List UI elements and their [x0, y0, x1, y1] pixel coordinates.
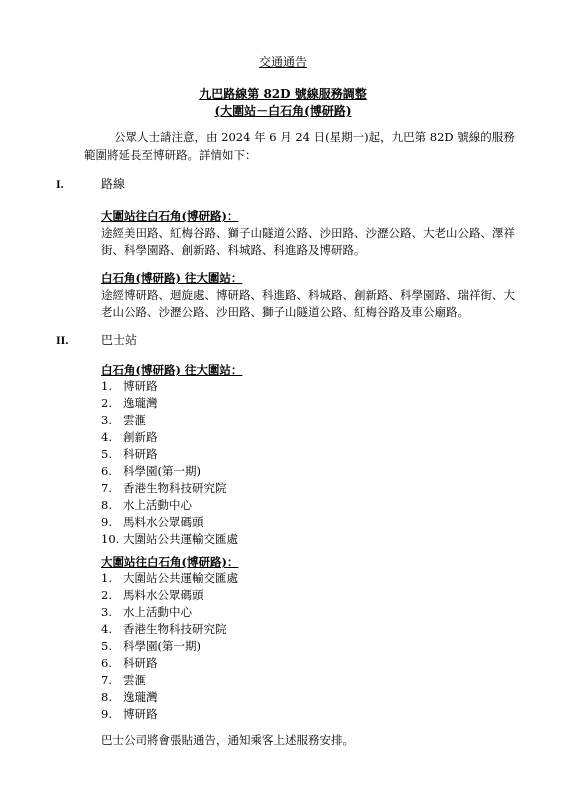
- route-a-heading: 大圍站往白石角(博研路)：: [101, 209, 239, 223]
- section-1-title: 路線: [101, 177, 126, 191]
- bus-stop-item: [101, 395, 238, 412]
- section-1-number: I.: [56, 177, 64, 191]
- bus-stop-number: 2.: [101, 588, 112, 602]
- bus-stop-number: 9.: [101, 515, 112, 529]
- bus-stop-name: 創新路: [123, 430, 158, 444]
- bus-stop-number: 1.: [101, 379, 112, 393]
- stops-b-heading: 大圍站往白石角(博研路)：: [101, 555, 239, 569]
- bus-stop-number: 6.: [101, 464, 112, 478]
- bus-stop-item: [101, 587, 238, 604]
- bus-stop-number: 5.: [101, 447, 112, 461]
- bus-stop-item: [101, 480, 238, 497]
- bus-stop-item: [101, 570, 238, 587]
- bus-stop-name: 香港生物科技研究院: [123, 622, 227, 636]
- bus-stop-number: 5.: [101, 639, 112, 653]
- bus-stop-name: 雲滙: [123, 413, 146, 427]
- stops-a-list: [101, 378, 238, 548]
- bus-stop-name: 大圍站公共運輸交匯處: [123, 571, 238, 585]
- bus-stop-number: 7.: [101, 673, 112, 687]
- bus-stop-name: 逸瓏灣: [123, 396, 158, 410]
- bus-stop-number: 4.: [101, 430, 112, 444]
- bus-stop-number: 6.: [101, 656, 112, 670]
- bus-stop-item: [101, 378, 238, 395]
- route-a-text: 途經美田路、紅梅谷路、獅子山隧道公路、沙田路、沙瀝公路、大老山公路、澤祥街、科學園路、創新路、科城路、科進路及博研路。: [101, 226, 515, 257]
- bus-stop-name: 博研路: [123, 379, 158, 393]
- bus-stop-name: 大圍站公共運輸交匯處: [123, 532, 238, 546]
- bus-stop-item: [101, 514, 238, 531]
- bus-stop-item: [101, 531, 238, 548]
- notice-title: 交通通告: [258, 55, 307, 69]
- bus-stop-number: 1.: [101, 571, 112, 585]
- bus-stop-name: 雲滙: [123, 673, 146, 687]
- closing-paragraph: 巴士公司將會張貼通告，通知乘客上述服務安排。: [101, 733, 354, 747]
- bus-stop-name: 科研路: [123, 656, 158, 670]
- bus-stop-number: 3.: [101, 413, 112, 427]
- bus-stop-item: [101, 672, 238, 689]
- stops-b-list: [101, 570, 238, 723]
- stops-a-heading: 白石角(博研路) 往大圍站：: [101, 363, 243, 377]
- bus-stop-name: 博研路: [123, 707, 158, 721]
- bus-stop-item: [101, 655, 238, 672]
- bus-stop-name: 水上活動中心: [123, 498, 192, 512]
- bus-stop-number: 4.: [101, 622, 112, 636]
- bus-stop-item: [101, 604, 238, 621]
- bus-stop-number: 7.: [101, 481, 112, 495]
- notice-subtitle-termini: (大圍站－白石角(博研路): [214, 104, 352, 118]
- route-b-text: 途經博研路、迴旋處、博研路、科進路、科城路、創新路、科學園路、瑞祥街、大老山公路、沙瀝公路、沙田路、獅子山隧道公路、紅梅谷路及車公廟路。: [101, 288, 515, 319]
- bus-stop-name: 馬料水公眾碼頭: [123, 588, 204, 602]
- intro-paragraph: 公眾人士請注意，由 2024 年 6 月 24 日(星期一)起，九巴第 82D 號線的服務範圍將延長至博研路。詳情如下：: [84, 130, 515, 162]
- bus-stop-item: [101, 412, 238, 429]
- bus-stop-number: 10.: [101, 532, 120, 546]
- bus-stop-item: [101, 689, 238, 706]
- bus-stop-item: [101, 446, 238, 463]
- bus-stop-item: [101, 429, 238, 446]
- bus-stop-name: 科學園(第一期): [123, 464, 201, 478]
- bus-stop-item: [101, 621, 238, 638]
- bus-stop-name: 科研路: [123, 447, 158, 461]
- bus-stop-name: 馬料水公眾碼頭: [123, 515, 204, 529]
- notice-subtitle-route: 九巴路線第 82D 號線服務調整: [199, 87, 367, 101]
- bus-stop-item: [101, 638, 238, 655]
- bus-stop-number: 3.: [101, 605, 112, 619]
- bus-stop-number: 9.: [101, 707, 112, 721]
- bus-stop-name: 科學園(第一期): [123, 639, 201, 653]
- bus-stop-item: [101, 706, 238, 723]
- bus-stop-number: 8.: [101, 690, 112, 704]
- bus-stop-item: [101, 497, 238, 514]
- section-2-number: II.: [56, 333, 69, 347]
- route-b-heading: 白石角(博研路) 往大圍站：: [101, 271, 243, 285]
- bus-stop-item: [101, 463, 238, 480]
- bus-stop-name: 水上活動中心: [123, 605, 192, 619]
- bus-stop-number: 8.: [101, 498, 112, 512]
- section-2-title: 巴士站: [101, 333, 138, 347]
- bus-stop-name: 香港生物科技研究院: [123, 481, 227, 495]
- bus-stop-number: 2.: [101, 396, 112, 410]
- bus-stop-name: 逸瓏灣: [123, 690, 158, 704]
